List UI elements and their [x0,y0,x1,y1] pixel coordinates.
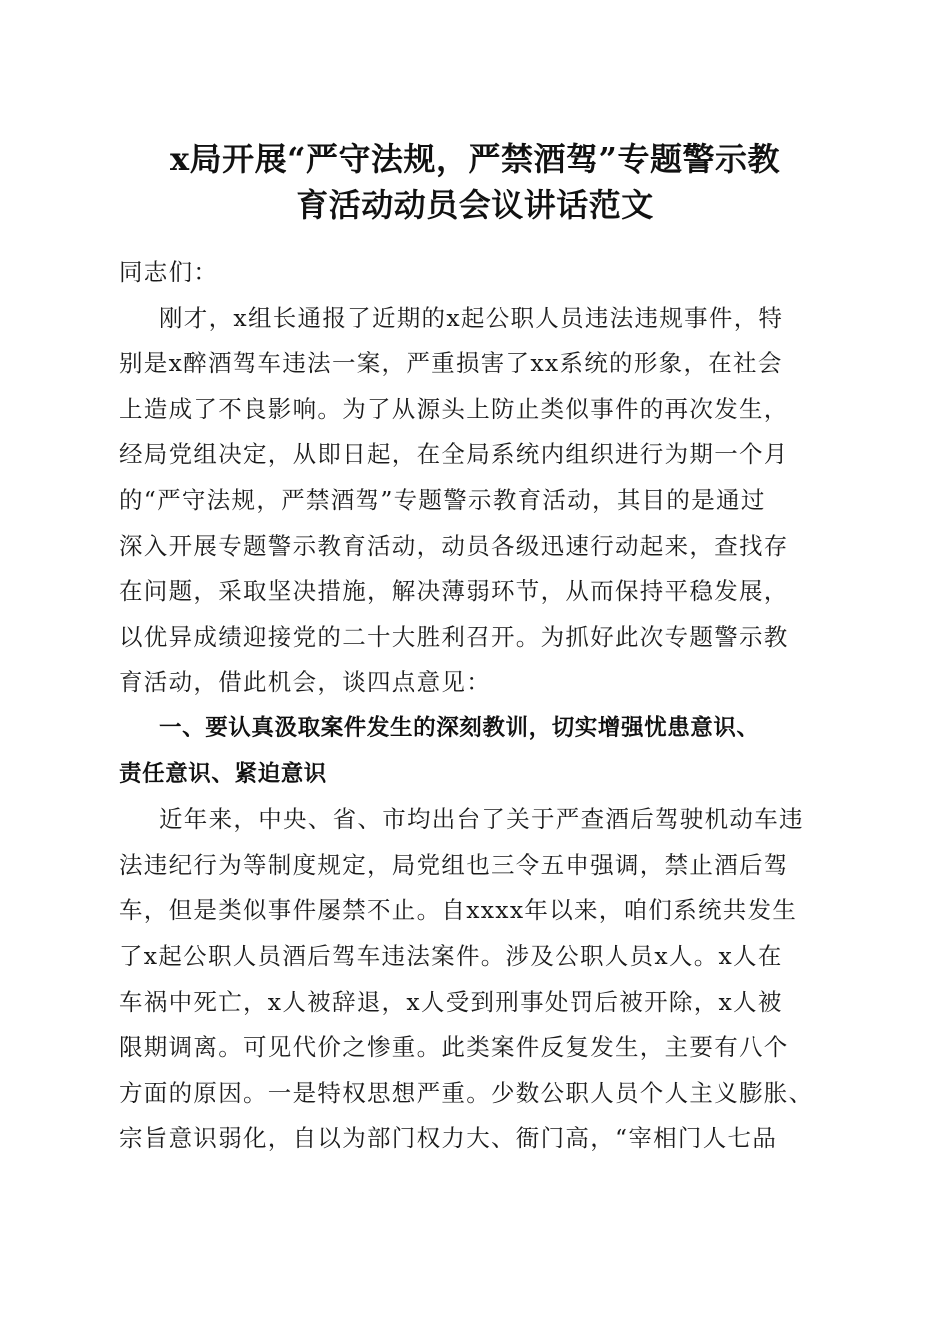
heading-line: 一、要认真汲取案件发生的深刻教训，切实增强忧患意识、 [159,714,760,741]
document-body [119,250,831,1162]
paragraph-line: 别是x醉酒驾车违法一案，严重损害了xx系统的形象，在社会 [119,349,783,378]
paragraph-line: 以优异成绩迎接党的二十大胜利召开。为抓好此次专题警示教 [119,622,789,651]
paragraph-line: 刚才，x组长通报了近期的x起公职人员违法违规事件，特 [159,303,784,332]
paragraph-line: 车祸中死亡，x人被辞退，x人受到刑事处罚后被开除，x人被 [119,987,783,1016]
paragraph-line: 限期调离。可见代价之惨重。此类案件反复发生，主要有八个 [119,1033,789,1062]
paragraph-line: 育活动，借此机会，谈四点意见： [119,668,491,697]
paragraph-line: 法违纪行为等制度规定，局党组也三令五申强调，禁止酒后驾 [119,850,789,879]
document-title [110,136,840,228]
heading-line: 责任意识、紧迫意识 [119,760,327,787]
title-line: x局开展“严守法规，严禁酒驾”专题警示教 [170,140,780,178]
paragraph-line: 上造成了不良影响。为了从源头上防止类似事件的再次发生， [119,394,789,423]
paragraph-line: 车，但是类似事件屡禁不止。自xxxx年以来，咱们系统共发生 [119,896,798,925]
paragraph-intro [119,296,831,706]
salutation: 同志们： [119,258,219,286]
paragraph-line: 近年来，中央、省、市均出台了关于严查酒后驾驶机动车违 [159,805,804,834]
paragraph-section-1 [119,797,831,1162]
paragraph-line: 了x起公职人员酒后驾车违法案件。涉及公职人员x人。x人在 [119,941,783,970]
paragraph-line: 宗旨意识弱化，自以为部门权力大、衙门高，“宰相门人七品 [119,1124,778,1153]
paragraph-line: 的“严守法规，严禁酒驾”专题警示教育活动，其目的是通过 [119,485,766,514]
title-line: 育活动动员会议讲话范文 [296,186,654,224]
paragraph-line: 方面的原因。一是特权思想严重。少数公职人员个人主义膨胀、 [119,1078,814,1107]
paragraph-line: 深入开展专题警示教育活动，动员各级迅速行动起来，查找存 [119,531,789,560]
paragraph-line: 在问题，采取坚决措施，解决薄弱环节，从而保持平稳发展， [119,577,789,606]
paragraph-line: 经局党组决定，从即日起，在全局系统内组织进行为期一个月 [119,440,789,469]
section-heading-1 [119,706,831,797]
